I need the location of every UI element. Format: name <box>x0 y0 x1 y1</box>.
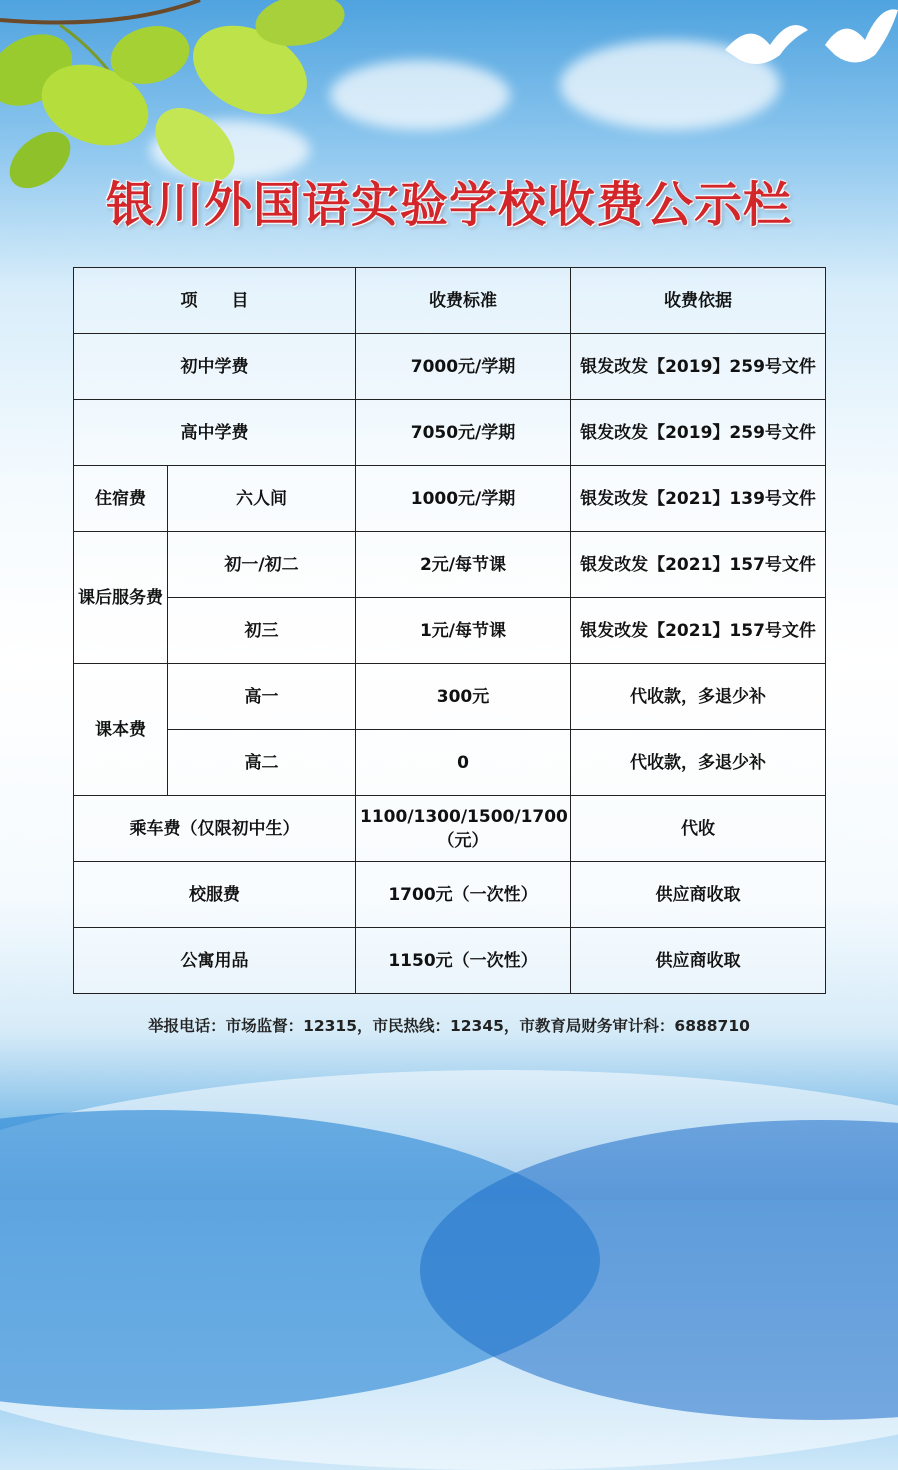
fee-table <box>73 267 826 994</box>
cell-standard: 1150元（一次性） <box>356 928 571 994</box>
cell-basis: 银发改发【2019】259号文件 <box>571 400 826 466</box>
cell-basis: 供应商收取 <box>571 928 826 994</box>
table-row <box>74 730 826 796</box>
cell-basis: 银发改发【2021】139号文件 <box>571 466 826 532</box>
table-header-row <box>74 268 826 334</box>
table-row <box>74 598 826 664</box>
cell-item: 乘车费（仅限初中生） <box>74 796 356 862</box>
cell-item: 初中学费 <box>74 334 356 400</box>
table-row <box>74 532 826 598</box>
cell-standard <box>356 796 571 862</box>
cell-subitem: 六人间 <box>168 466 356 532</box>
cell-standard: 7050元/学期 <box>356 400 571 466</box>
cell-category: 住宿费 <box>74 466 168 532</box>
header-standard: 收费标准 <box>356 268 571 334</box>
table-row <box>74 928 826 994</box>
report-hotline-footer: 举报电话：市场监督：12315，市民热线：12345，市教育局财务审计科：6888710 <box>148 1017 750 1035</box>
cell-subitem: 高二 <box>168 730 356 796</box>
dove-icon <box>820 0 898 80</box>
cell-standard: 1700元（一次性） <box>356 862 571 928</box>
cell-category: 课本费 <box>74 664 168 796</box>
cell-item: 公寓用品 <box>74 928 356 994</box>
cell-subitem: 高一 <box>168 664 356 730</box>
cell-basis: 银发改发【2021】157号文件 <box>571 532 826 598</box>
table-row <box>74 796 826 862</box>
table-row <box>74 334 826 400</box>
cell-standard: 1元/每节课 <box>356 598 571 664</box>
header-basis: 收费依据 <box>571 268 826 334</box>
cell-basis: 供应商收取 <box>571 862 826 928</box>
cell-basis: 代收 <box>571 796 826 862</box>
header-item: 项 目 <box>74 268 356 334</box>
cell-item: 高中学费 <box>74 400 356 466</box>
cell-basis: 代收款，多退少补 <box>571 730 826 796</box>
cell-standard: 300元 <box>356 664 571 730</box>
table-row <box>74 664 826 730</box>
table-row <box>74 862 826 928</box>
cell-basis: 代收款，多退少补 <box>571 664 826 730</box>
cell-standard: 0 <box>356 730 571 796</box>
dove-icon <box>720 10 810 80</box>
cell-standard-line: 1100/1300/1500/1700 <box>360 806 568 827</box>
cell-subitem: 初一/初二 <box>168 532 356 598</box>
cell-standard: 2元/每节课 <box>356 532 571 598</box>
cell-standard-line: （元） <box>437 830 489 851</box>
cell-standard: 1000元/学期 <box>356 466 571 532</box>
cell-basis: 银发改发【2021】157号文件 <box>571 598 826 664</box>
cell-basis: 银发改发【2019】259号文件 <box>571 334 826 400</box>
page-title: 银川外国语实验学校收费公示栏 <box>105 177 792 233</box>
cell-subitem: 初三 <box>168 598 356 664</box>
cell-category: 课后服务费 <box>74 532 168 664</box>
cell-standard: 7000元/学期 <box>356 334 571 400</box>
cell-item: 校服费 <box>74 862 356 928</box>
table-row <box>74 466 826 532</box>
table-row <box>74 400 826 466</box>
